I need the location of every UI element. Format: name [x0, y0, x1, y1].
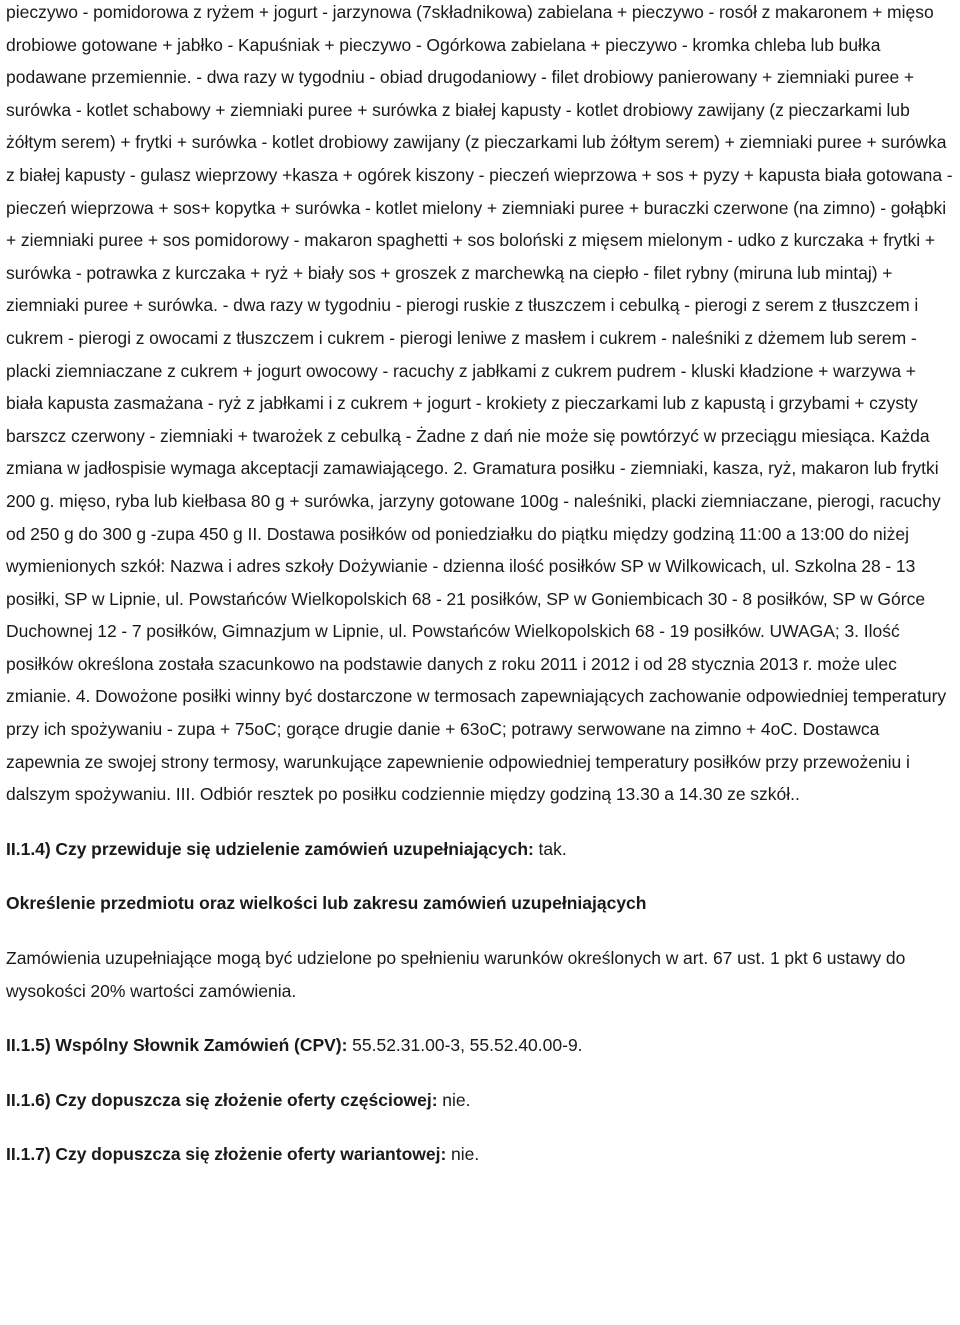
main-paragraph: pieczywo - pomidorowa z ryżem + jogurt - jarzynowa (7składnikowa) zabielana + pieczywo - rosół z makaronem + mięso drobiowe gotowane + jabłko - Kapuśniak + pieczywo - Ogórkowa zabielana + pieczywo - kromka chleba lub bułka podawane przemiennie. - dwa razy w tygodniu - obiad drugodaniowy - filet drobiowy panierowany + ziemniaki puree + surówka - kotlet schabowy + ziemniaki puree + surówka z białej kapusty - kotlet drobiowy zawijany (z pieczarkami lub żółtym serem) + frytki + surówka - kotlet drobiowy zawijany (z pieczarkami lub żółtym serem) + ziemniaki puree + surówka z białej kapusty - gulasz wieprzowy +kasza + ogórek kiszony - pieczeń wieprzowa + sos + pyzy + kapusta biała gotowana - pieczeń wieprzowa + sos+ kopytka + surówka - kotlet mielony + ziemniaki puree + buraczki czerwone (na zimno) - gołąbki + ziemniaki puree + sos pomidorowy - makaron spaghetti + sos boloński z mięsem mielonym - udko z kurczaka + frytki + surówka - potrawka z kurczaka + ryż + biały sos + groszek z marchewką na ciepło - filet rybny (miruna lub mintaj) + ziemniaki puree + surówka. - dwa razy w tygodniu - pierogi ruskie z tłuszczem i cebulką - pierogi z serem z tłuszczem i cukrem - pierogi z owocami z tłuszczem i cukrem - pierogi leniwe z masłem i cukrem - naleśniki z dżemem lub serem - placki ziemniaczane z cukrem + jogurt owocowy - racuchy z jabłkami z cukrem pudrem - kluski kładzione + warzywa + biała kapusta zasmażana - ryż z jabłkami i z cukrem + jogurt - krokiety z pieczarkami lub z kapustą i grzybami + czysty barszcz czerwony - ziemniaki + twarożek z cebulką - Żadne z dań nie może się powtórzyć w przeciągu miesiąca. Każda zmiana w jadłospisie wymaga akceptacji zamawiającego. 2. Gramatura posiłku - ziemniaki, kasza, ryż, makaron lub frytki 200 g. mięso, ryba lub kiełbasa 80 g + surówka, jarzyny gotowane 100g - naleśniki, placki ziemniaczane, pierogi, racuchy od 250 g do 300 g -zupa 450 g II. Dostawa posiłków od poniedziałku do piątku między godziną 11:00 a 13:00 do niżej wymienionych szkół: Nazwa i adres szkoły Dożywianie - dzienna ilość posiłków SP w Wilkowicach, ul. Szkolna 28 - 13 posiłki, SP w Lipnie, ul. Powstańców Wielkopolskich 68 - 21 posiłków, SP w Goniembicach 30 - 8 posiłków, SP w Górce Duchownej 12 - 7 posiłków, Gimnazjum w Lipnie, ul. Powstańców Wielkopolskich 68 - 19 posiłków. UWAGA; 3. Ilość posiłków określona została szacunkowo na podstawie danych z roku 2011 i 2012 i od 28 stycznia 2013 r. może ulec zmianie. 4. Dowożone posiłki winny być dostarczone w termosach zapewniających zachowanie odpowiedniej temperatury przy ich spożywaniu - zupa + 75oC; gorące drugie danie + 63oC; potrawy serwowane na zimno + 4oC. Dostawca zapewnia ze swojej strony termosy, warunkujące zapewnienie odpowiedniej temperatury posiłków przy przewożeniu i dalszym spożywaniu. III. Odbiór resztek po posiłku codziennie między godziną 13.30 a 14.30 ze szkół..: [6, 2, 953, 805]
section-ii-1-5-value: 55.52.31.00-3, 55.52.40.00-9.: [347, 1035, 583, 1056]
section-ii-1-7: [6, 1138, 956, 1171]
supplementary-heading: Określenie przedmiotu oraz wielkości lub zakresu zamówień uzupełniających: [6, 893, 647, 914]
section-ii-1-6-value: nie.: [437, 1089, 471, 1110]
supplementary-text: Zamówienia uzupełniające mogą być udzielone po spełnieniu warunków określonych w art. 67 ust. 1 pkt 6 ustawy do wysokości 20% wartości zamówienia.: [6, 948, 906, 1001]
section-ii-1-4-label: II.1.4) Czy przewiduje się udzielenie zamówień uzupełniających:: [6, 838, 534, 859]
section-ii-1-6: [6, 1084, 956, 1117]
section-ii-1-7-value: nie.: [446, 1144, 480, 1165]
section-ii-1-4-value: tak.: [533, 838, 567, 859]
document-page: [6, 0, 956, 1171]
section-ii-1-6-label: II.1.6) Czy dopuszcza się złożenie oferty częściowej:: [6, 1089, 438, 1110]
section-ii-1-5-label: II.1.5) Wspólny Słownik Zamówień (CPV):: [6, 1035, 348, 1056]
section-ii-1-5: [6, 1029, 956, 1062]
section-ii-1-4: [6, 833, 956, 866]
section-ii-1-7-label: II.1.7) Czy dopuszcza się złożenie oferty wariantowej:: [6, 1144, 447, 1165]
